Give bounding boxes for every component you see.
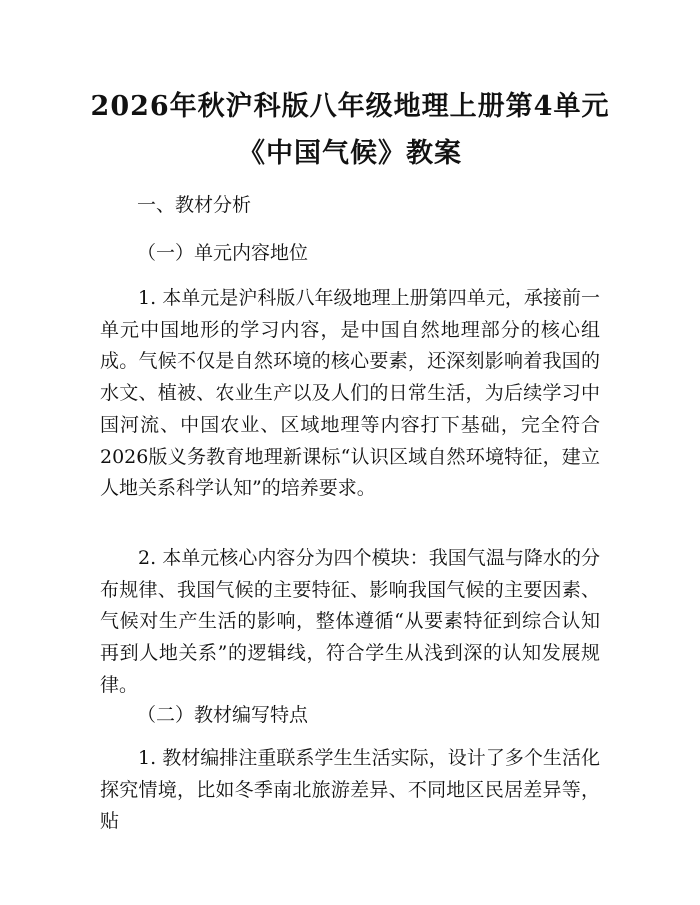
document-title-line-2: 《中国气候》教案	[238, 138, 462, 169]
paragraph-unit-position-1: 1. 本单元是沪科版八年级地理上册第四单元，承接前一单元中国地形的学习内容，是中国自然地理部分的核心组成。气候不仅是自然环境的核心要素，还深刻影响着我国的水文、植被、农业生产以及人们的日常生活，为后续学习中国河流、中国农业、区域地理等内容打下基础，完全符合2026版义务教育地理新课标“认识区域自然环境特征，建立人地关系科学认知”的培养要求。	[100, 287, 600, 500]
document-title-line-1: 2026年秋沪科版八年级地理上册第4单元	[90, 91, 610, 122]
section-heading-materials-analysis: 一、教材分析	[137, 194, 252, 216]
paragraph-unit-position-2: 2. 本单元核心内容分为四个模块：我国气温与降水的分布规律、我国气候的主要特征、影响我国气候的主要因素、气候对生产生活的影响，整体遵循“从要素特征到综合认知再到人地关系”的逻辑线，符合学生从浅到深的认知发展规律。	[100, 547, 600, 696]
subsection-heading-unit-position: （一）单元内容地位	[137, 242, 309, 264]
paragraph-writing-features-1: 1. 教材编排注重联系学生生活实际，设计了多个生活化探究情境，比如冬季南北旅游差异、不同地区民居差异等，贴	[100, 747, 600, 833]
subsection-heading-writing-features: （二）教材编写特点	[137, 704, 309, 726]
